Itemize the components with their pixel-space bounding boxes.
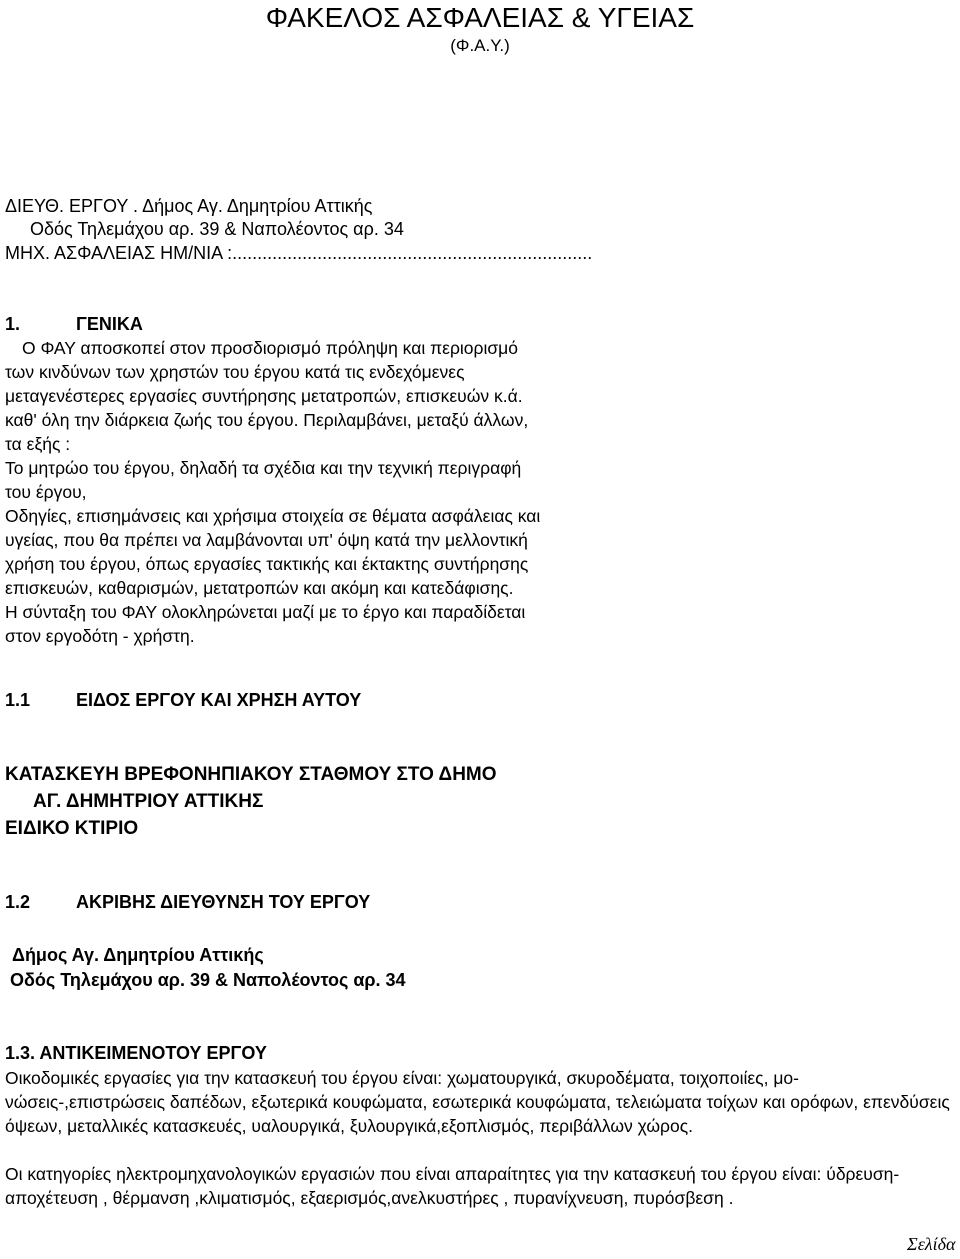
- project-address-municipality: Δήμος Αγ. Δημητρίου Αττικής: [12, 945, 264, 965]
- section-1-3-heading: 1.3. ΑΝΤΙΚΕΙΜΕΝΟΤΟΥ ΕΡΓΟΥ: [5, 1043, 267, 1063]
- document-title: ΦΑΚΕΛΟΣ ΑΣΦΑΛΕΙΑΣ & ΥΓΕΙΑΣ: [265, 2, 695, 33]
- section-1-line: επισκευών, καθαρισμών, μετατροπών και ακόμη και κατεδάφισης.: [5, 578, 514, 598]
- document-subtitle: (Φ.Α.Υ.): [450, 36, 510, 55]
- section-1-1-number: 1.1: [5, 690, 31, 710]
- project-address-street: Οδός Τηλεμάχου αρ. 39 & Ναπολέοντος αρ. 34: [10, 970, 406, 990]
- section-1-3-paragraph: Οι κατηγορίες ηλεκτρομηχανολογικών εργασιών που είναι απαραίτητες για την κατασκευή του έργου είναι: ύδρευση- αποχέτευση , θέρμανση ,κλιματισμός, εξαερισμός,ανελκυστήρες , πυρανίχνευση, πυρόσβεση .: [5, 1164, 900, 1208]
- section-1-line: καθ' όλη την διάρκεια ζωής του έργου. Περιλαμβάνει, μεταξύ άλλων,: [5, 410, 529, 430]
- section-1-3-paragraph: Οικοδομικές εργασίες για την κατασκευή του έργου είναι: χωματουργικά, σκυροδέματα, τοιχοποιίες, μο-νώσεις-,επιστρώσεις δαπέδων, εξωτερικά κουφώματα, εσωτερικά κουφώματα, τελειώματα τοίχων και ορόφων, επενδύσεις όψεων, μεταλλικές κατασκευές, υαλουργικά, ξυλουργικά,εξοπλισμός, περιβάλλων χώρος.: [5, 1068, 950, 1136]
- section-1-number: 1.: [5, 314, 21, 334]
- section-1-2-heading: ΑΚΡΙΒΗΣ ΔΙΕΥΘΥΝΣΗ ΤΟΥ ΕΡΓΟΥ: [76, 892, 371, 912]
- project-type-line: ΑΓ. ΔΗΜΗΤΡΙΟΥ ΑΤΤΙΚΗΣ: [33, 791, 264, 812]
- section-1-heading: ΓΕΝΙΚΑ: [76, 314, 143, 334]
- section-1-line: μεταγενέστερες εργασίες συντήρησης μετατροπών, επισκευών κ.ά.: [5, 386, 523, 406]
- project-direction-line: ΔΙΕΥΘ. ΕΡΓΟΥ . Δήμος Αγ. Δημητρίου Αττικής: [5, 196, 373, 216]
- section-1-line: στον εργοδότη - χρήστη.: [5, 626, 195, 646]
- section-1-line: τα εξής :: [5, 434, 71, 454]
- section-1-line: του έργου,: [5, 482, 87, 502]
- safety-engineer-line: ΜΗΧ. ΑΣΦΑΛΕΙΑΣ ΗΜ/ΝΙΑ :........................................................................: [5, 243, 593, 263]
- building-category: ΕΙΔΙΚΟ ΚΤΙΡΙΟ: [5, 818, 139, 839]
- section-1-line: Ο ΦΑΥ αποσκοπεί στον προσδιορισμό πρόληψη και περιορισμό: [22, 338, 518, 358]
- section-1-line: Η σύνταξη του ΦΑΥ ολοκληρώνεται μαζί με το έργο και παραδίδεται: [5, 602, 526, 622]
- page-label: Σελίδα: [907, 1234, 956, 1254]
- section-1-line: υγείας, που θα πρέπει να λαμβάνονται υπ' όψη κατά την μελλοντική: [5, 530, 528, 550]
- section-1-line: των κινδύνων των χρηστών του έργου κατά τις ενδεχόμενες: [5, 362, 465, 382]
- section-1-line: χρήση του έργου, όπως εργασίες τακτικής και έκτακτης συντήρησης: [5, 554, 529, 574]
- section-1-line: Οδηγίες, επισημάνσεις και χρήσιμα στοιχεία σε θέματα ασφάλειας και: [5, 506, 541, 526]
- project-address-line: Οδός Τηλεμάχου αρ. 39 & Ναπολέοντος αρ. 34: [30, 219, 404, 239]
- project-type-line: ΚΑΤΑΣΚΕΥΗ ΒΡΕΦΟΝΗΠΙΑΚΟΥ ΣΤΑΘΜΟΥ ΣΤΟ ΔΗΜΟ: [5, 764, 497, 785]
- section-1-line: Το μητρώο του έργου, δηλαδή τα σχέδια και την τεχνική περιγραφή: [5, 458, 522, 478]
- section-1-2-number: 1.2: [5, 892, 31, 912]
- section-1-1-heading: ΕΙΔΟΣ ΕΡΓΟΥ ΚΑΙ ΧΡΗΣΗ ΑΥΤΟΥ: [76, 690, 362, 710]
